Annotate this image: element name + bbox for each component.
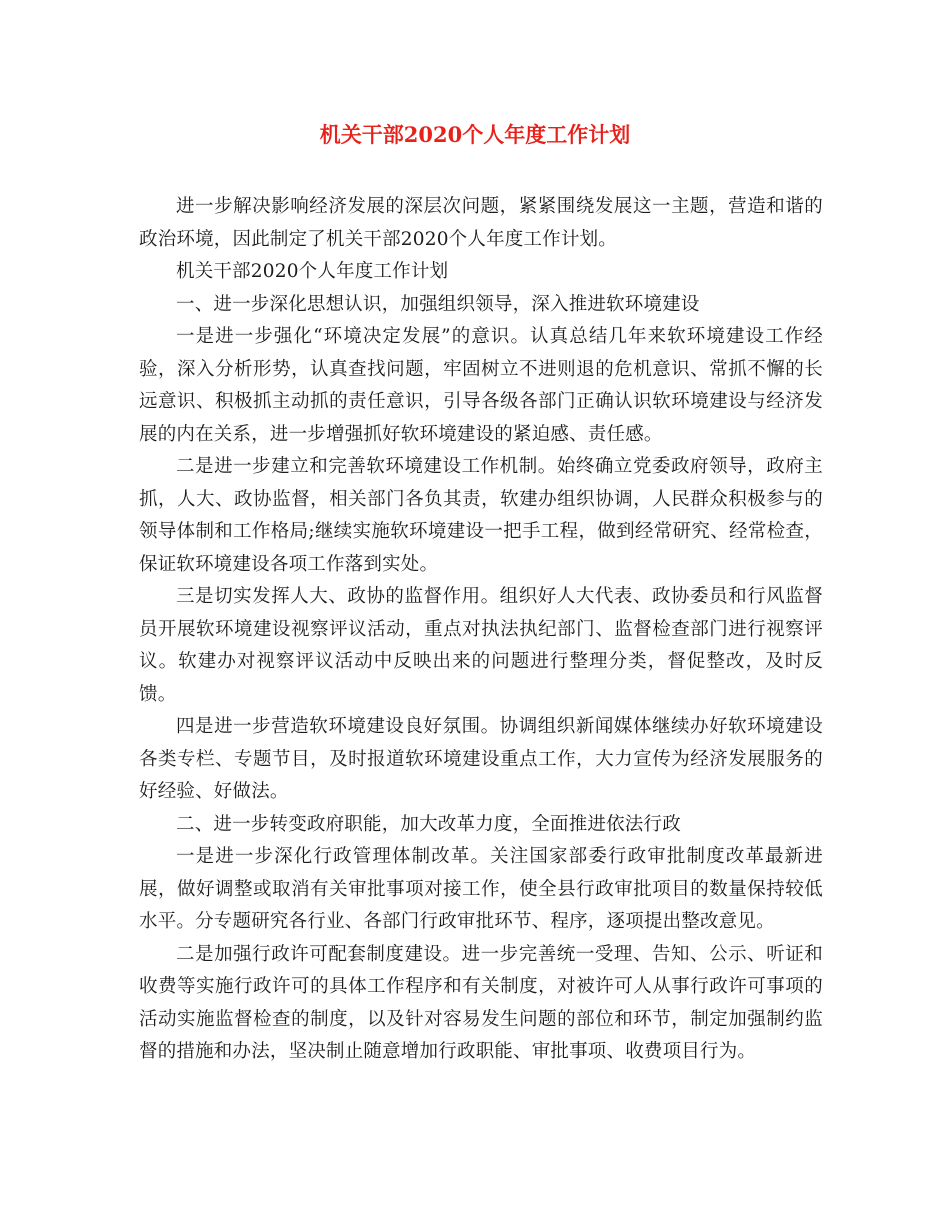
paragraph-1-2: 二是进一步建立和完善软环境建设工作机制。始终确立党委政府领导，政府主抓，人大、政协监督，相关部门各负其责，软建办组织协调，人民群众积极参与的领导体制和工作格局;继续实施软环境建设一把手工程，做到经常研究、经常检查，保证软环境建设各项工作落到实处。	[139, 456, 823, 575]
section-heading-2: 二、进一步转变政府职能，加大改革力度，全面推进依法行政	[176, 813, 681, 835]
section-heading-1: 一、进一步深化思想认识，加强组织领导，深入推进软环境建设	[176, 293, 700, 315]
intro-paragraph: 进一步解决影响经济发展的深层次问题，紧紧围绕发展这一主题，营造和谐的政治环境，因此制定了机关干部2020个人年度工作计划。	[139, 196, 823, 250]
document-title: 机关干部2020个人年度工作计划	[319, 122, 631, 147]
paragraph-1-3: 三是切实发挥人大、政协的监督作用。组织好人大代表、政协委员和行风监督员开展软环境建设视察评议活动，重点对执法执纪部门、监督检查部门进行视察评议。软建办对视察评议活动中反映出来的问题进行整理分类，督促整改，及时反馈。	[139, 586, 823, 705]
paragraph-1-4: 四是进一步营造软环境建设良好氛围。协调组织新闻媒体继续办好软环境建设各类专栏、专题节目，及时报道软环境建设重点工作，大力宣传为经济发展服务的好经验、好做法。	[139, 716, 823, 802]
subtitle-line: 机关干部2020个人年度工作计划	[176, 261, 449, 282]
paragraph-2-2: 二是加强行政许可配套制度建设。进一步完善统一受理、告知、公示、听证和收费等实施行政许可的具体工作程序和有关制度，对被许可人从事行政许可事项的活动实施监督检查的制度，以及针对容易发生问题的部位和环节，制定加强制约监督的措施和办法，坚决制止随意增加行政职能、审批事项、收费项目行为。	[139, 943, 823, 1062]
paragraph-1-1: 一是进一步强化“环境决定发展”的意识。认真总结几年来软环境建设工作经验，深入分析形势，认真查找问题，牢固树立不进则退的危机意识、常抓不懈的长远意识、积极抓主动抓的责任意识，引导各级各部门正确认识软环境建设与经济发展的内在关系，进一步增强抓好软环境建设的紧迫感、责任感。	[139, 326, 823, 445]
document-body	[139, 191, 823, 1069]
paragraph-2-1: 一是进一步深化行政管理体制改革。关注国家部委行政审批制度改革最新进展，做好调整或取消有关审批事项对接工作，使全县行政审批项目的数量保持较低水平。分专题研究各行业、各部门行政审批环节、程序，逐项提出整改意见。	[139, 846, 823, 932]
